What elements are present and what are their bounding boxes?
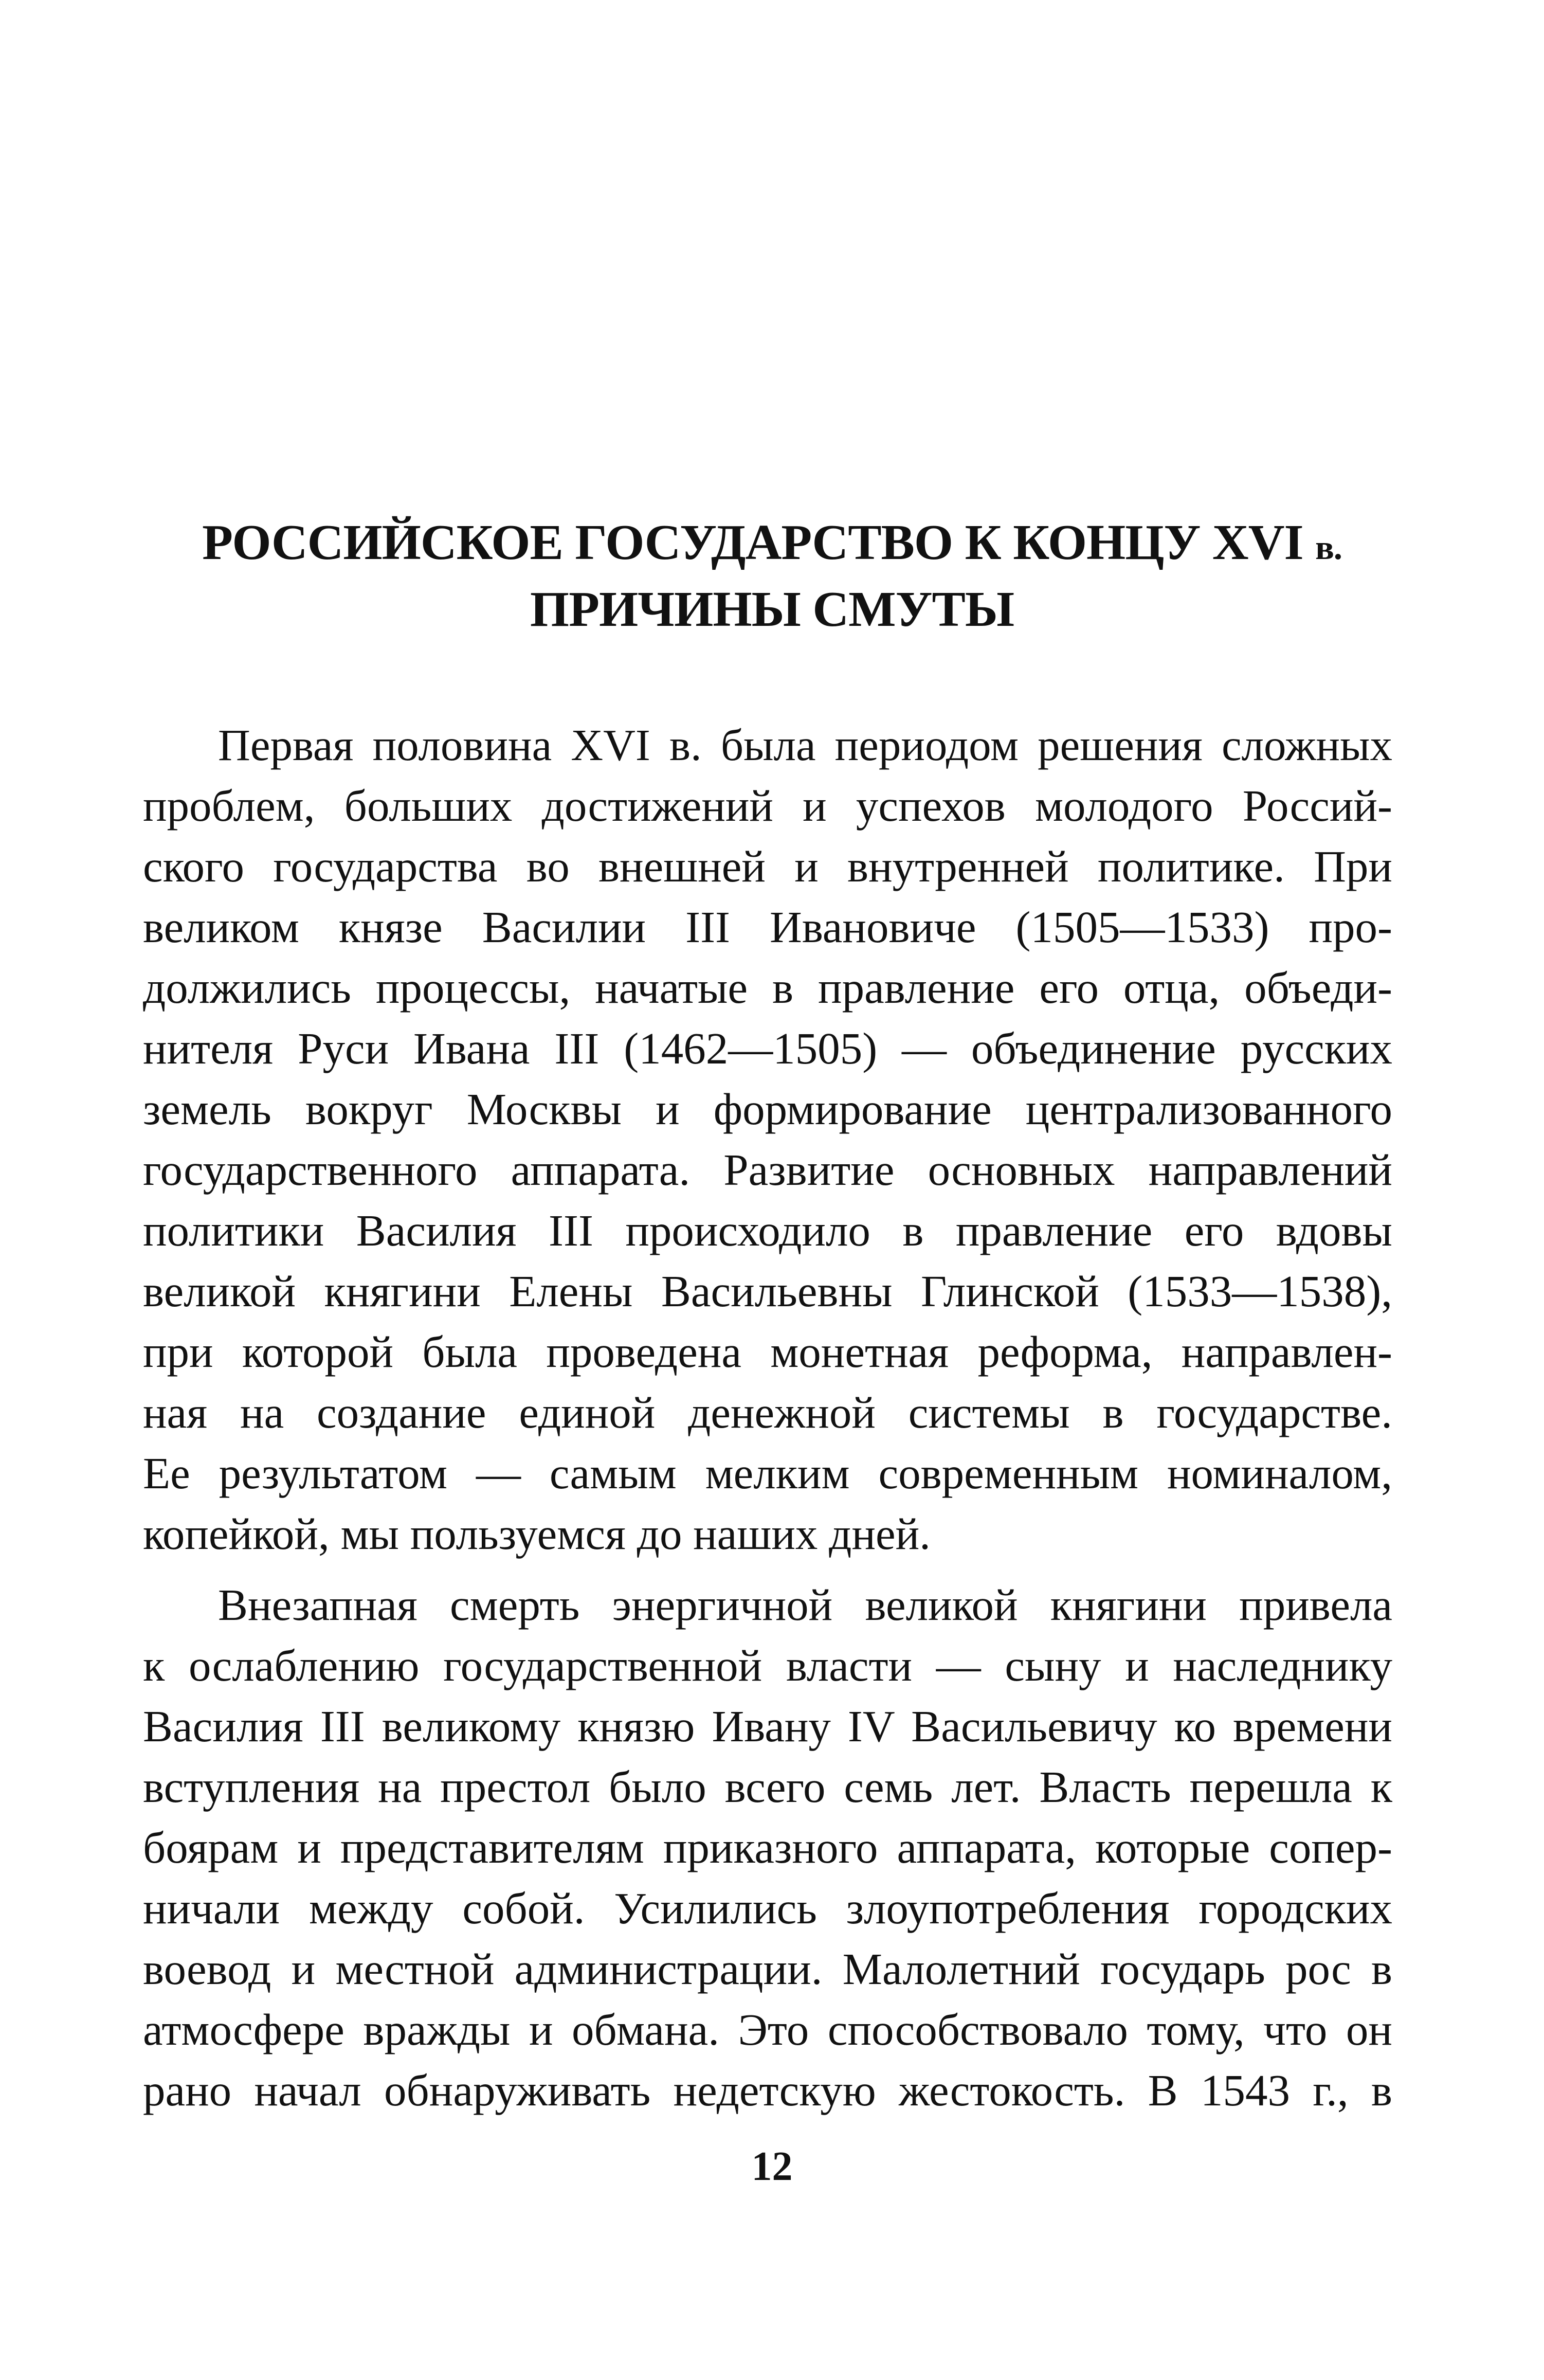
text-line: копейкой, мы пользуемся до наших дней. [143,1509,931,1559]
chapter-title-suffix: в. [1315,528,1342,567]
text-line: Первая половина XVI в. была периодом решения сложных [218,720,1392,770]
text-line: Василия III великому князю Ивану IV Васильевичу ко времени [143,1701,1392,1751]
text-line: ная на создание единой денежной системы в государстве. [143,1387,1392,1437]
text-line: Ее результатом — самым мелким современным номиналом, [143,1448,1392,1498]
text-line: ничали между собой. Усилились злоупотребления городских [143,1883,1392,1933]
text-line: вступления на престол было всего семь лет. Власть перешла к [143,1762,1392,1812]
text-line: великом князе Василии III Ивановиче (1505—1533) про- [143,902,1392,952]
text-line: земель вокруг Москвы и формирование централизованного [143,1084,1392,1134]
text-line: Внезапная смерть энергичной великой княгини привела [218,1580,1392,1630]
text-line: боярам и представителям приказного аппарата, которые сопер- [143,1823,1392,1872]
text-line: при которой была проведена монетная реформа, направлен- [143,1327,1392,1377]
text-line: воевод и местной администрации. Малолетний государь рос в [143,1944,1392,1994]
text-line: атмосфере вражды и обмана. Это способствовало тому, что он [143,2005,1392,2054]
text-line: рано начал обнаруживать недетскую жестокость. В 1543 г., в [143,2065,1392,2115]
text-line: нителя Руси Ивана III (1462—1505) — объединение русских [143,1023,1392,1073]
text-line: политики Василия III происходило в правление его вдовы [143,1205,1392,1255]
text-line: ского государства во внешней и внутренней политике. При [143,841,1392,891]
chapter-title-line-2: ПРИЧИНЫ СМУТЫ [530,582,1014,637]
chapter-title-text: РОССИЙСКОЕ ГОСУДАРСТВО К КОНЦУ XVI [202,515,1303,570]
text-line: великой княгини Елены Васильевны Глинской (1533—1538), [143,1266,1392,1316]
text-line: должились процессы, начатые в правление его отца, объеди- [143,963,1392,1013]
chapter-title-line-1 [0,509,1544,581]
text-line: государственного аппарата. Развитие основных направлений [143,1145,1392,1195]
text-line: к ослаблению государственной власти — сыну и наследнику [143,1640,1392,1690]
page-number: 12 [751,2144,793,2189]
text-line: проблем, больших достижений и успехов молодого Россий- [143,781,1392,831]
